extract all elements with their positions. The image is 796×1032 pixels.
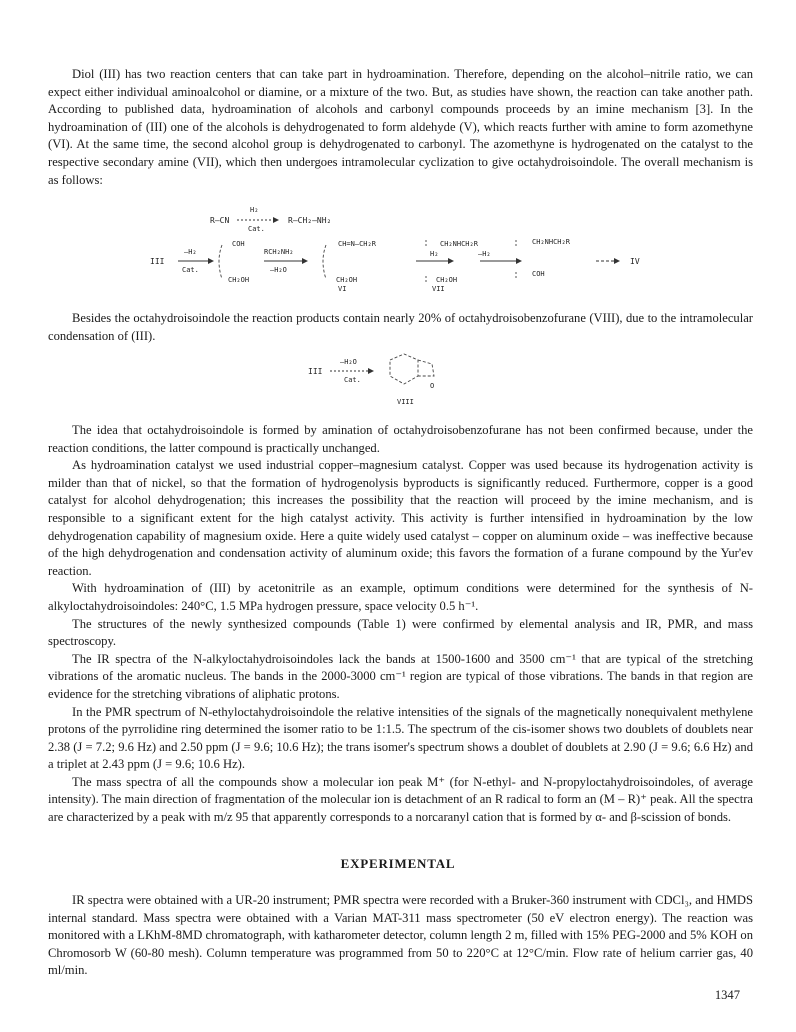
products-paragraph (48, 310, 753, 345)
paragraph-amination-idea: The idea that octahydroisoindole is formed by amination of octahydroisobenzofurane has not been confirmed because, under the reaction conditions, the latter compound is practically unchanged. (48, 423, 753, 455)
scheme-vii-bottom: CH₂OH (436, 276, 458, 284)
scheme-arrowhead-4 (448, 258, 454, 264)
scheme-dehydrogenation-label: –H₂ (184, 248, 197, 256)
scheme-amine: R–CH₂–NH₂ (288, 216, 332, 225)
scheme2-viii-label: VIII (397, 398, 414, 406)
scheme-water-loss: –H₂O (270, 266, 287, 274)
paragraph-octahydroisobenzofurane: Besides the octahydroisoindole the reaction products contain nearly 20% of octahydroisobenzofurane (VIII), due to the intramolecular condensation of (III). (48, 311, 753, 343)
scheme-v-bottom: CH₂OH (228, 276, 250, 284)
paragraph-pmr-spectrum: In the PMR spectrum of N-ethyloctahydroisoindole the relative intensities of the signals of the magnetically nonequivalent methylene protons of the pyrrolidine ring determined the isomer ratio to be 1:1.5. The spectrum of the cis-isomer shows two doublets of doublets near 2.38 (J = 7.2; 9.6 Hz) and 2.50 ppm (J = 9.6; 10.6 Hz); the trans isomer's spectrum shows a doublet of doublets at 2.90 (J = 9.6; 6.6 Hz) and a triplet at 2.43 ppm (J = 9.6; 10.6 Hz). (48, 704, 753, 772)
scheme-amine-reagent: RCH₂NH₂ (264, 248, 294, 256)
scheme-vii-top: CH₂NHCH₂R (440, 240, 478, 248)
scheme2-furane-ring (418, 360, 434, 376)
scheme-arrowhead-6 (614, 258, 620, 264)
scheme-v-top: COH (232, 240, 245, 248)
intro-paragraph (48, 66, 753, 189)
reaction-scheme-condensation (300, 352, 460, 412)
body-paragraphs (48, 422, 753, 827)
paragraph-ir-spectra: The IR spectra of the N-alkyloctahydroisoindoles lack the bands at 1500-1600 and 3500 cm⁻¹ that are typical of the stretching vibrations of the aromatic nucleus. The bands in the 2000-3000 cm⁻¹ region are typical of those vibrations. The bands in that region are evidence for the stretching vibrations of aliphatic protons. (48, 651, 753, 701)
scheme-vi-label: VI (338, 285, 347, 292)
experimental-paragraph (48, 892, 753, 980)
paragraph-instruments: IR spectra were obtained with a UR-20 instrument; PMR spectra were recorded with a Bruker-360 instrument with CDCl₃, and HMDS internal standard. Mass spectra were obtained with a Varian MAT-311 mass spectrometer (50 eV electron energy). The reaction was monitored with a LKhM-8MD chromatograph, with katharometer detector, column length 2 m, filled with 15% PEG-2000 and 5% KOH on Chromosorb W (60-80 mesh). Column temperature was programmed from 50 to 220°C at 12°C/min. Flow rate of helium carrier gas, 40 ml/min. (48, 893, 753, 978)
scheme-compound-iv: IV (630, 257, 640, 266)
scheme2-compound-iii: III (308, 367, 323, 376)
scheme2-arrowhead (368, 368, 374, 374)
paragraph-structures-confirmed: The structures of the newly synthesized compounds (Table 1) were confirmed by elemental analysis and IR, PMR, and mass spectroscopy. (48, 616, 753, 649)
scheme-catalyst-label: Cat. (248, 225, 265, 233)
page-number: 1347 (714, 988, 740, 1002)
paragraph-mass-spectra: The mass spectra of all the compounds show a molecular ion peak M⁺ (for N-ethyl- and N-propyloctahydroisoindoles, of average intensity). The main direction of fragmentation of the molecular ion is detachment of an R radical to form an (M – R)⁺ peak. All the spectra are characterized by a peak with m/z 95 that apparently corresponds to a norcaranyl cation that is formed by α- and β-scission of bonds. (48, 774, 753, 825)
scheme2-water-loss: –H₂O (340, 358, 357, 366)
scheme-dehydrogenation-label-2: –H₂ (478, 250, 491, 258)
reaction-scheme-hydroamination (140, 200, 660, 292)
scheme-nitrile: R–CN (210, 216, 230, 225)
scheme2-oxygen-atom: O (430, 382, 435, 390)
scheme-compound-iii: III (150, 257, 165, 266)
paragraph-diol-reaction-centers: Diol (III) has two reaction centers that can take part in hydroamination. Therefore, depending on the alcohol–nitrile ratio, we can expect either individual aminoalcohol or diamine, or a mixture of the two. But, as studies have shown, the reaction can take another path. According to published data, hydroamination of alcohols and carbonyl compounds proceeds by an imine mechanism [3]. In the hydroamination of (III) one of the alcohols is dehydrogenated to form aldehyde (V), which reacts further with amine to form azomethyne (VI). At the same time, the second alcohol group is dehydrogenated to carbonyl. The azomethyne is hydrogenated on the catalyst to the respective secondary amine (VII), which then undergoes intramolecular cyclization to give octahydroisoindole. The overall mechanism is as follows: (48, 67, 753, 187)
scheme-arrowhead-3 (302, 258, 308, 264)
scheme-h2-reagent: H₂ (250, 206, 259, 214)
scheme2-catalyst-label: Cat. (344, 376, 361, 384)
scheme-hydrogen-label: H₂ (430, 250, 439, 258)
scheme-arrowhead-1 (273, 217, 279, 223)
scheme-arrowhead-2 (208, 258, 214, 264)
scheme-vii-label: VII (432, 285, 445, 292)
scheme-ring-v (219, 245, 222, 279)
paragraph-optimum-conditions: With hydroamination of (III) by acetonitrile as an example, optimum conditions were determined for the synthesis of N-alkyloctahydroisoindoles: 240°C, 1.5 MPa hydrogen pressure, space velocity 0.5 h⁻¹. (48, 581, 753, 613)
scheme-vi-bottom: CH₂OH (336, 276, 358, 284)
scheme-intermediate-bottom: COH (532, 270, 545, 278)
paragraph-catalyst: As hydroamination catalyst we used industrial copper–magnesium catalyst. Copper was used because its hydrogenation activity is milder than that of nickel, so that the formation of hydrogenolysis byproducts is significantly reduced. Furthermore, copper is a good catalyst for alcohol dehydrogenation; this increases the possibility that the reaction will proceed by the imine mechanism, and is responsible to a significant extent for the high catalyst activity. This activity is further intensified in hydroamination by the low dehydrogenation capability of magnesium oxide. Here a quite widely used catalyst – copper on aluminum oxide – was ineffective because of the high dehydrogenation and condensation activity of aluminum oxide; this favors the formation of a furane compound by the Yur'ev reaction. (48, 458, 753, 578)
scheme-arrowhead-5 (516, 258, 522, 264)
scheme2-cyclohexane-ring (390, 354, 418, 384)
scheme-catalyst-label-2: Cat. (182, 266, 199, 274)
scheme-ring-vi (323, 245, 326, 279)
scheme-vi-top: CH=N–CH₂R (338, 240, 376, 248)
section-heading-experimental: EXPERIMENTAL (340, 856, 456, 871)
scheme-intermediate-top: CH₂NHCH₂R (532, 238, 570, 246)
